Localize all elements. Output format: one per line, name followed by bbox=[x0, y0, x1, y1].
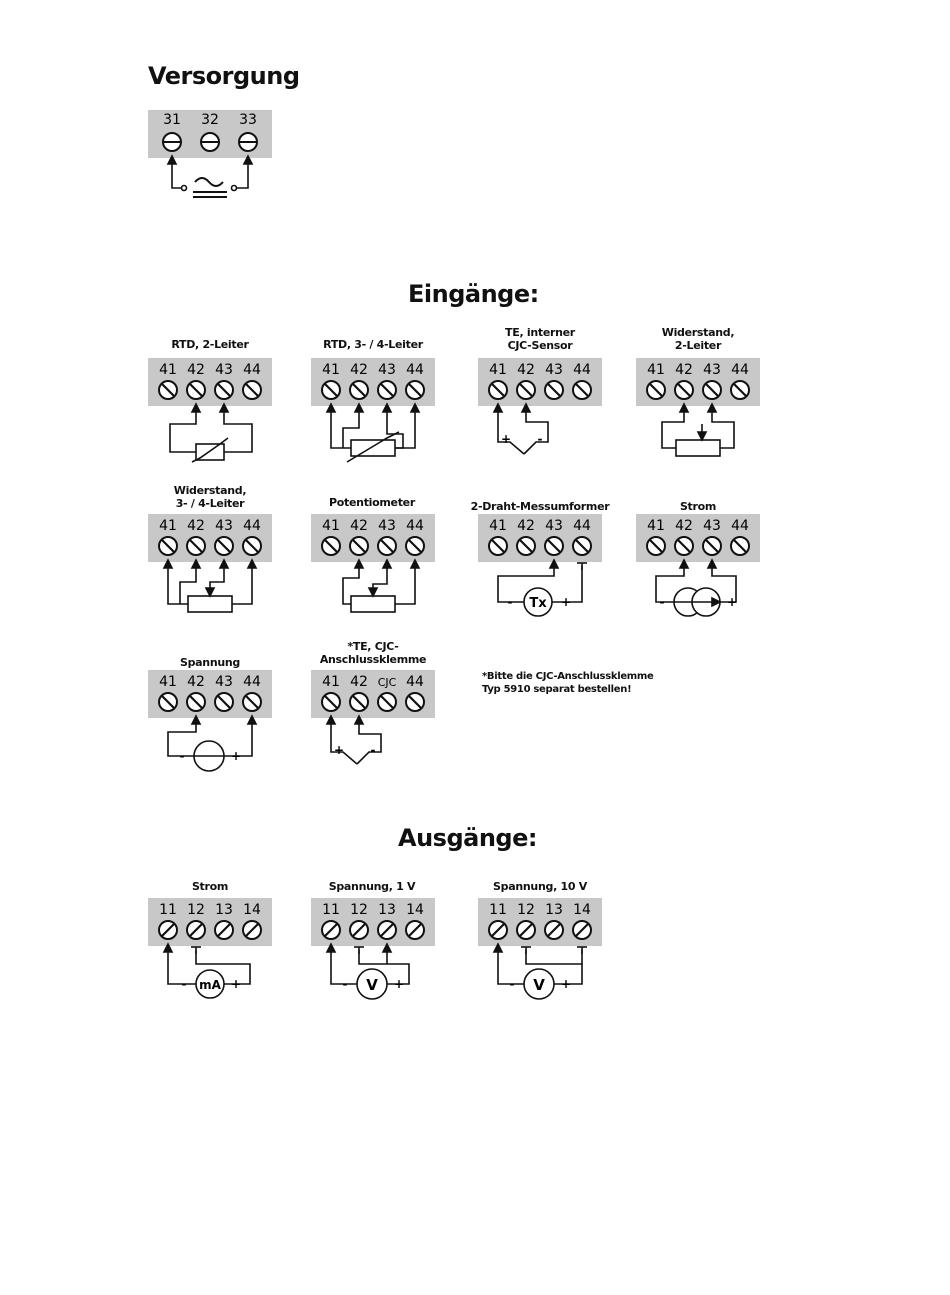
polarity-minus: - bbox=[509, 977, 515, 991]
diagram-resistance-2wire bbox=[628, 352, 768, 472]
diagram-tc-cjc-terminal bbox=[303, 664, 443, 784]
terminal-label: 12 bbox=[517, 902, 535, 918]
resistor-icon bbox=[676, 440, 720, 456]
terminal-label: 44 bbox=[406, 362, 424, 378]
terminal-label: 44 bbox=[406, 674, 424, 690]
polarity-plus: + bbox=[230, 977, 242, 991]
polarity-plus: + bbox=[230, 749, 242, 763]
polarity-minus: - bbox=[181, 977, 187, 991]
terminal-label: 44 bbox=[731, 518, 749, 534]
output-caption: Strom bbox=[191, 880, 229, 893]
input-caption: Widerstand, 3- / 4-Leiter bbox=[173, 484, 247, 510]
polarity-plus: + bbox=[393, 977, 405, 991]
terminal-label: 44 bbox=[243, 362, 261, 378]
polarity-minus: - bbox=[342, 977, 348, 991]
terminal-label: 42 bbox=[187, 362, 205, 378]
input-caption: Potentiometer bbox=[329, 496, 415, 509]
device-label: mA bbox=[199, 978, 221, 992]
polarity-plus: + bbox=[726, 595, 738, 609]
potentiometer-icon bbox=[351, 596, 395, 612]
terminal-label: 43 bbox=[703, 362, 721, 378]
inputs-heading: Eingänge: bbox=[408, 280, 539, 308]
polarity-minus: - bbox=[537, 432, 543, 446]
polarity-plus: + bbox=[333, 743, 345, 757]
terminal-label: 41 bbox=[647, 362, 665, 378]
terminal-label: 42 bbox=[675, 362, 693, 378]
supply-terminal-block bbox=[140, 100, 300, 210]
input-caption: Strom bbox=[679, 500, 717, 513]
terminal-label: 43 bbox=[545, 518, 563, 534]
terminal-label: 12 bbox=[187, 902, 205, 918]
terminal-label: 13 bbox=[215, 902, 233, 918]
diagram-output-voltage-1v bbox=[303, 892, 443, 1012]
polarity-minus: - bbox=[370, 743, 376, 757]
ac-dc-symbol-icon bbox=[195, 178, 223, 186]
terminal-label: 43 bbox=[703, 518, 721, 534]
terminal-label: 43 bbox=[215, 362, 233, 378]
terminal-label: 42 bbox=[350, 518, 368, 534]
terminal-label: 43 bbox=[215, 518, 233, 534]
terminal-label: 41 bbox=[322, 674, 340, 690]
terminal-label: 31 bbox=[163, 112, 181, 128]
terminal-label: 14 bbox=[573, 902, 591, 918]
diagram-rtd-2wire bbox=[140, 352, 280, 472]
terminal-label: 41 bbox=[159, 362, 177, 378]
terminal-label: 42 bbox=[187, 674, 205, 690]
device-label: V bbox=[533, 976, 545, 994]
terminal-label: 33 bbox=[239, 112, 257, 128]
terminal-label: 41 bbox=[489, 518, 507, 534]
terminal-label: 43 bbox=[215, 674, 233, 690]
terminal-label: 42 bbox=[517, 362, 535, 378]
resistor-icon bbox=[188, 596, 232, 612]
polarity-minus: - bbox=[507, 595, 513, 609]
terminal-label: 13 bbox=[545, 902, 563, 918]
polarity-minus: - bbox=[179, 749, 185, 763]
polarity-plus: + bbox=[560, 977, 572, 991]
terminal-label: 43 bbox=[545, 362, 563, 378]
input-caption: RTD, 3- / 4-Leiter bbox=[323, 338, 423, 351]
terminal-label: 44 bbox=[243, 674, 261, 690]
diagram-current-input bbox=[628, 508, 768, 628]
supply-heading: Versorgung bbox=[148, 62, 300, 90]
terminal-label: 44 bbox=[573, 362, 591, 378]
terminal-label: 41 bbox=[647, 518, 665, 534]
terminal-label: CJC bbox=[377, 676, 397, 689]
input-caption: 2-Draht-Messumformer bbox=[470, 500, 610, 513]
input-caption: *TE, CJC- Anschlussklemme bbox=[319, 640, 427, 666]
terminal-label: 44 bbox=[243, 518, 261, 534]
device-label: Tx bbox=[529, 596, 547, 611]
diagram-rtd-34wire bbox=[303, 352, 443, 472]
terminal-label: 41 bbox=[322, 362, 340, 378]
device-label: V bbox=[366, 976, 378, 994]
diagram-resistance-34wire bbox=[140, 508, 280, 628]
terminal-label: 11 bbox=[159, 902, 177, 918]
terminal-label: 41 bbox=[322, 518, 340, 534]
terminal-label: 12 bbox=[350, 902, 368, 918]
terminal-label: 42 bbox=[350, 362, 368, 378]
diagram-output-current bbox=[140, 892, 280, 1012]
terminal-label: 42 bbox=[350, 674, 368, 690]
input-caption: Widerstand, 2-Leiter bbox=[661, 326, 735, 352]
input-caption: Spannung bbox=[179, 656, 241, 669]
diagram-output-voltage-10v bbox=[470, 892, 610, 1012]
terminal-label: 42 bbox=[517, 518, 535, 534]
terminal-label: 41 bbox=[159, 674, 177, 690]
polarity-plus: + bbox=[560, 595, 572, 609]
output-caption: Spannung, 1 V bbox=[328, 880, 416, 893]
terminal-label: 32 bbox=[201, 112, 219, 128]
terminal-label: 41 bbox=[489, 362, 507, 378]
diagram-tc-internal-cjc bbox=[470, 352, 610, 472]
diagram-voltage-input bbox=[140, 664, 280, 784]
terminal-label: 11 bbox=[489, 902, 507, 918]
terminal-label: 42 bbox=[187, 518, 205, 534]
input-caption: TE, interner CJC-Sensor bbox=[505, 326, 575, 352]
diagram-potentiometer bbox=[303, 508, 443, 628]
terminal-label: 43 bbox=[378, 362, 396, 378]
terminal-label: 44 bbox=[406, 518, 424, 534]
terminal-label: 44 bbox=[573, 518, 591, 534]
terminal-label: 43 bbox=[378, 518, 396, 534]
terminal-label: 44 bbox=[731, 362, 749, 378]
polarity-plus: + bbox=[500, 432, 512, 446]
diagram-2wire-transmitter bbox=[470, 508, 610, 628]
resistor-icon bbox=[351, 440, 395, 456]
terminal-label: 41 bbox=[159, 518, 177, 534]
terminal-label: 13 bbox=[378, 902, 396, 918]
outputs-heading: Ausgänge: bbox=[398, 824, 537, 852]
polarity-minus: - bbox=[659, 595, 665, 609]
terminal-label: 11 bbox=[322, 902, 340, 918]
cjc-footnote: *Bitte die CJC-Anschlussklemme Typ 5910 separat bestellen! bbox=[482, 671, 654, 695]
input-caption: RTD, 2-Leiter bbox=[171, 338, 249, 351]
terminal-label: 14 bbox=[243, 902, 261, 918]
terminal-label: 42 bbox=[675, 518, 693, 534]
output-caption: Spannung, 10 V bbox=[493, 880, 587, 893]
terminal-label: 14 bbox=[406, 902, 424, 918]
